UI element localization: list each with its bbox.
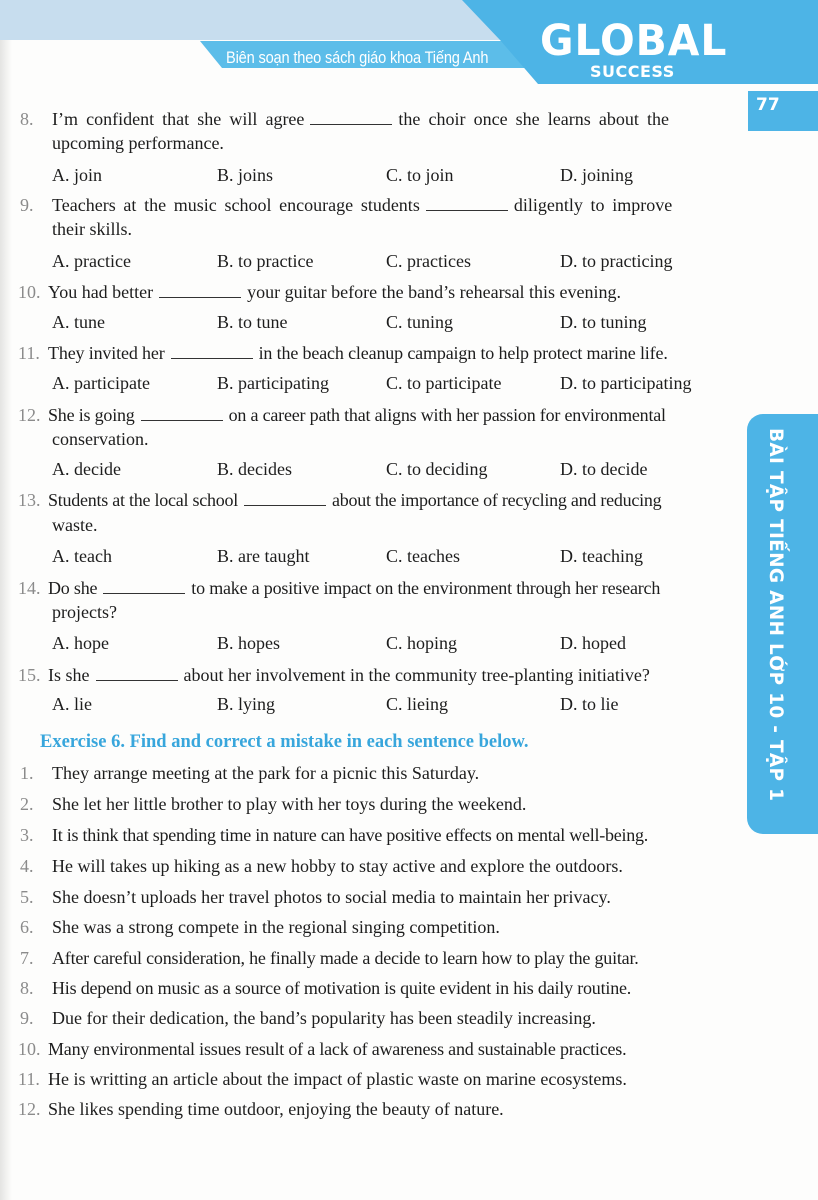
item-number: 1. [20,763,34,783]
stem-after-blank: about her involvement in the community tree-planting initiative? [183,665,650,685]
answer-blank[interactable] [141,404,223,421]
question-number: 13. [18,490,41,510]
item-sentence: She was a strong compete in the regional singing competition. [52,917,500,937]
item-sentence: They arrange meeting at the park for a picnic this Saturday. [52,763,480,783]
answer-blank[interactable] [171,342,253,359]
question-stem-continued: their skills. [52,219,132,239]
question-number: 10. [18,282,41,302]
option-b[interactable]: B. to tune [217,312,288,332]
question-stem [48,342,668,364]
option-d[interactable]: D. to practicing [560,251,673,271]
answer-blank[interactable] [426,194,508,211]
option-d[interactable]: D. joining [560,165,634,185]
item-number: 4. [20,856,34,876]
option-a[interactable]: A. join [52,165,103,185]
stem-before-blank: They invited her [48,343,165,363]
option-b[interactable]: B. to practice [217,251,314,271]
item-number: 7. [20,948,34,968]
option-b[interactable]: B. hopes [217,633,280,653]
stem-before-blank: I’m confident that she will agree [52,109,305,129]
option-a[interactable]: A. decide [52,459,121,479]
stem-after-blank: your guitar before the band’s rehearsal this evening. [247,282,622,302]
question-stem [52,108,669,130]
stem-before-blank: Students at the local school [48,490,238,510]
option-a[interactable]: A. hope [52,633,109,653]
side-tab-label: BÀI TẬP TIẾNG ANH LỚP 10 - TẬP 1 [765,428,786,802]
item-number: 6. [20,917,34,937]
item-sentence: After careful consideration, he finally made a decide to learn how to play the guitar. [52,948,639,968]
option-a[interactable]: A. lie [52,694,92,714]
item-sentence: It is think that spending time in nature can have positive effects on mental well-being. [52,825,649,845]
header-subtitle: Biên soạn theo sách giáo khoa Tiếng Anh [226,48,489,67]
item-number: 5. [20,887,34,907]
header-banner [0,0,818,90]
question-number: 11. [18,343,40,363]
question-number: 12. [18,405,41,425]
question-stem [48,404,666,426]
item-number: 10. [18,1039,41,1059]
item-number: 8. [20,978,34,998]
option-d[interactable]: D. to lie [560,694,619,714]
item-number: 9. [20,1008,34,1028]
option-d[interactable]: D. to participating [560,373,692,393]
question-stem-continued: upcoming performance. [52,133,224,153]
question-stem [48,577,660,599]
option-c[interactable]: C. teaches [386,546,460,566]
item-sentence: Many environmental issues result of a lack of awareness and sustainable practices. [48,1039,627,1059]
question-stem-continued: waste. [52,515,98,535]
item-sentence: She let her little brother to play with her toys during the weekend. [52,794,527,814]
exercise-title: Exercise 6. Find and correct a mistake in each sentence below. [40,732,529,752]
answer-blank[interactable] [103,577,185,594]
option-b[interactable]: B. decides [217,459,292,479]
item-number: 12. [18,1099,41,1119]
question-stem [48,664,650,686]
question-stem-continued: conservation. [52,429,149,449]
option-d[interactable]: D. teaching [560,546,643,566]
option-c[interactable]: C. tuning [386,312,454,332]
item-sentence: His depend on music as a source of motivation is quite evident in his daily routine. [52,978,632,998]
page-number: 77 [756,95,780,115]
stem-after-blank: diligently to improve [513,195,673,215]
option-b[interactable]: B. lying [217,694,276,714]
item-sentence: He is writting an article about the impact of plastic waste on marine ecosystems. [48,1069,627,1089]
stem-after-blank: on a career path that aligns with her passion for environmental [228,405,666,425]
answer-blank[interactable] [96,664,178,681]
option-a[interactable]: A. practice [52,251,131,271]
question-stem-continued: projects? [52,602,117,622]
answer-blank[interactable] [310,108,392,125]
page-number-badge [748,91,818,131]
stem-before-blank: Do she [48,578,98,598]
stem-before-blank: Teachers at the music school encourage students [52,195,420,215]
option-a[interactable]: A. tune [52,312,105,332]
item-number: 11. [18,1069,40,1089]
item-number: 3. [20,825,34,845]
page-edge-shadow [0,0,12,1200]
brand-subtitle: SUCCESS [590,62,675,81]
question-number: 9. [20,195,34,215]
option-d[interactable]: D. to decide [560,459,648,479]
brand-title: GLOBAL [540,16,728,66]
stem-after-blank: to make a positive impact on the environment through her research [191,578,661,598]
question-stem [52,194,672,216]
option-a[interactable]: A. teach [52,546,112,566]
item-number: 2. [20,794,34,814]
question-stem [48,489,661,511]
stem-after-blank: in the beach cleanup campaign to help protect marine life. [258,343,668,363]
option-c[interactable]: C. to participate [386,373,502,393]
question-number: 14. [18,578,41,598]
option-a[interactable]: A. participate [52,373,150,393]
option-c[interactable]: C. to join [386,165,454,185]
option-c[interactable]: C. hoping [386,633,458,653]
option-c[interactable]: C. to deciding [386,459,488,479]
answer-blank[interactable] [159,281,241,298]
option-b[interactable]: B. joins [217,165,274,185]
stem-before-blank: Is she [48,665,90,685]
option-c[interactable]: C. lieing [386,694,448,714]
item-sentence: She doesn’t uploads her travel photos to social media to maintain her privacy. [52,887,611,907]
question-number: 8. [20,109,34,129]
answer-blank[interactable] [244,489,326,506]
stem-after-blank: the choir once she learns about the [398,109,669,129]
stem-before-blank: She is going [48,405,135,425]
question-number: 15. [18,665,41,685]
option-b[interactable]: B. are taught [217,546,310,566]
item-sentence: Due for their dedication, the band’s popularity has been steadily increasing. [52,1008,596,1028]
option-c[interactable]: C. practices [386,251,471,271]
item-sentence: He will takes up hiking as a new hobby to stay active and explore the outdoors. [52,856,623,876]
side-tab [747,414,818,834]
option-d[interactable]: D. to tuning [560,312,647,332]
item-sentence: She likes spending time outdoor, enjoying the beauty of nature. [48,1099,504,1119]
stem-after-blank: about the importance of recycling and reducing [331,490,662,510]
stem-before-blank: You had better [48,282,154,302]
option-b[interactable]: B. participating [217,373,329,393]
option-d[interactable]: D. hoped [560,633,626,653]
question-stem [48,281,621,303]
